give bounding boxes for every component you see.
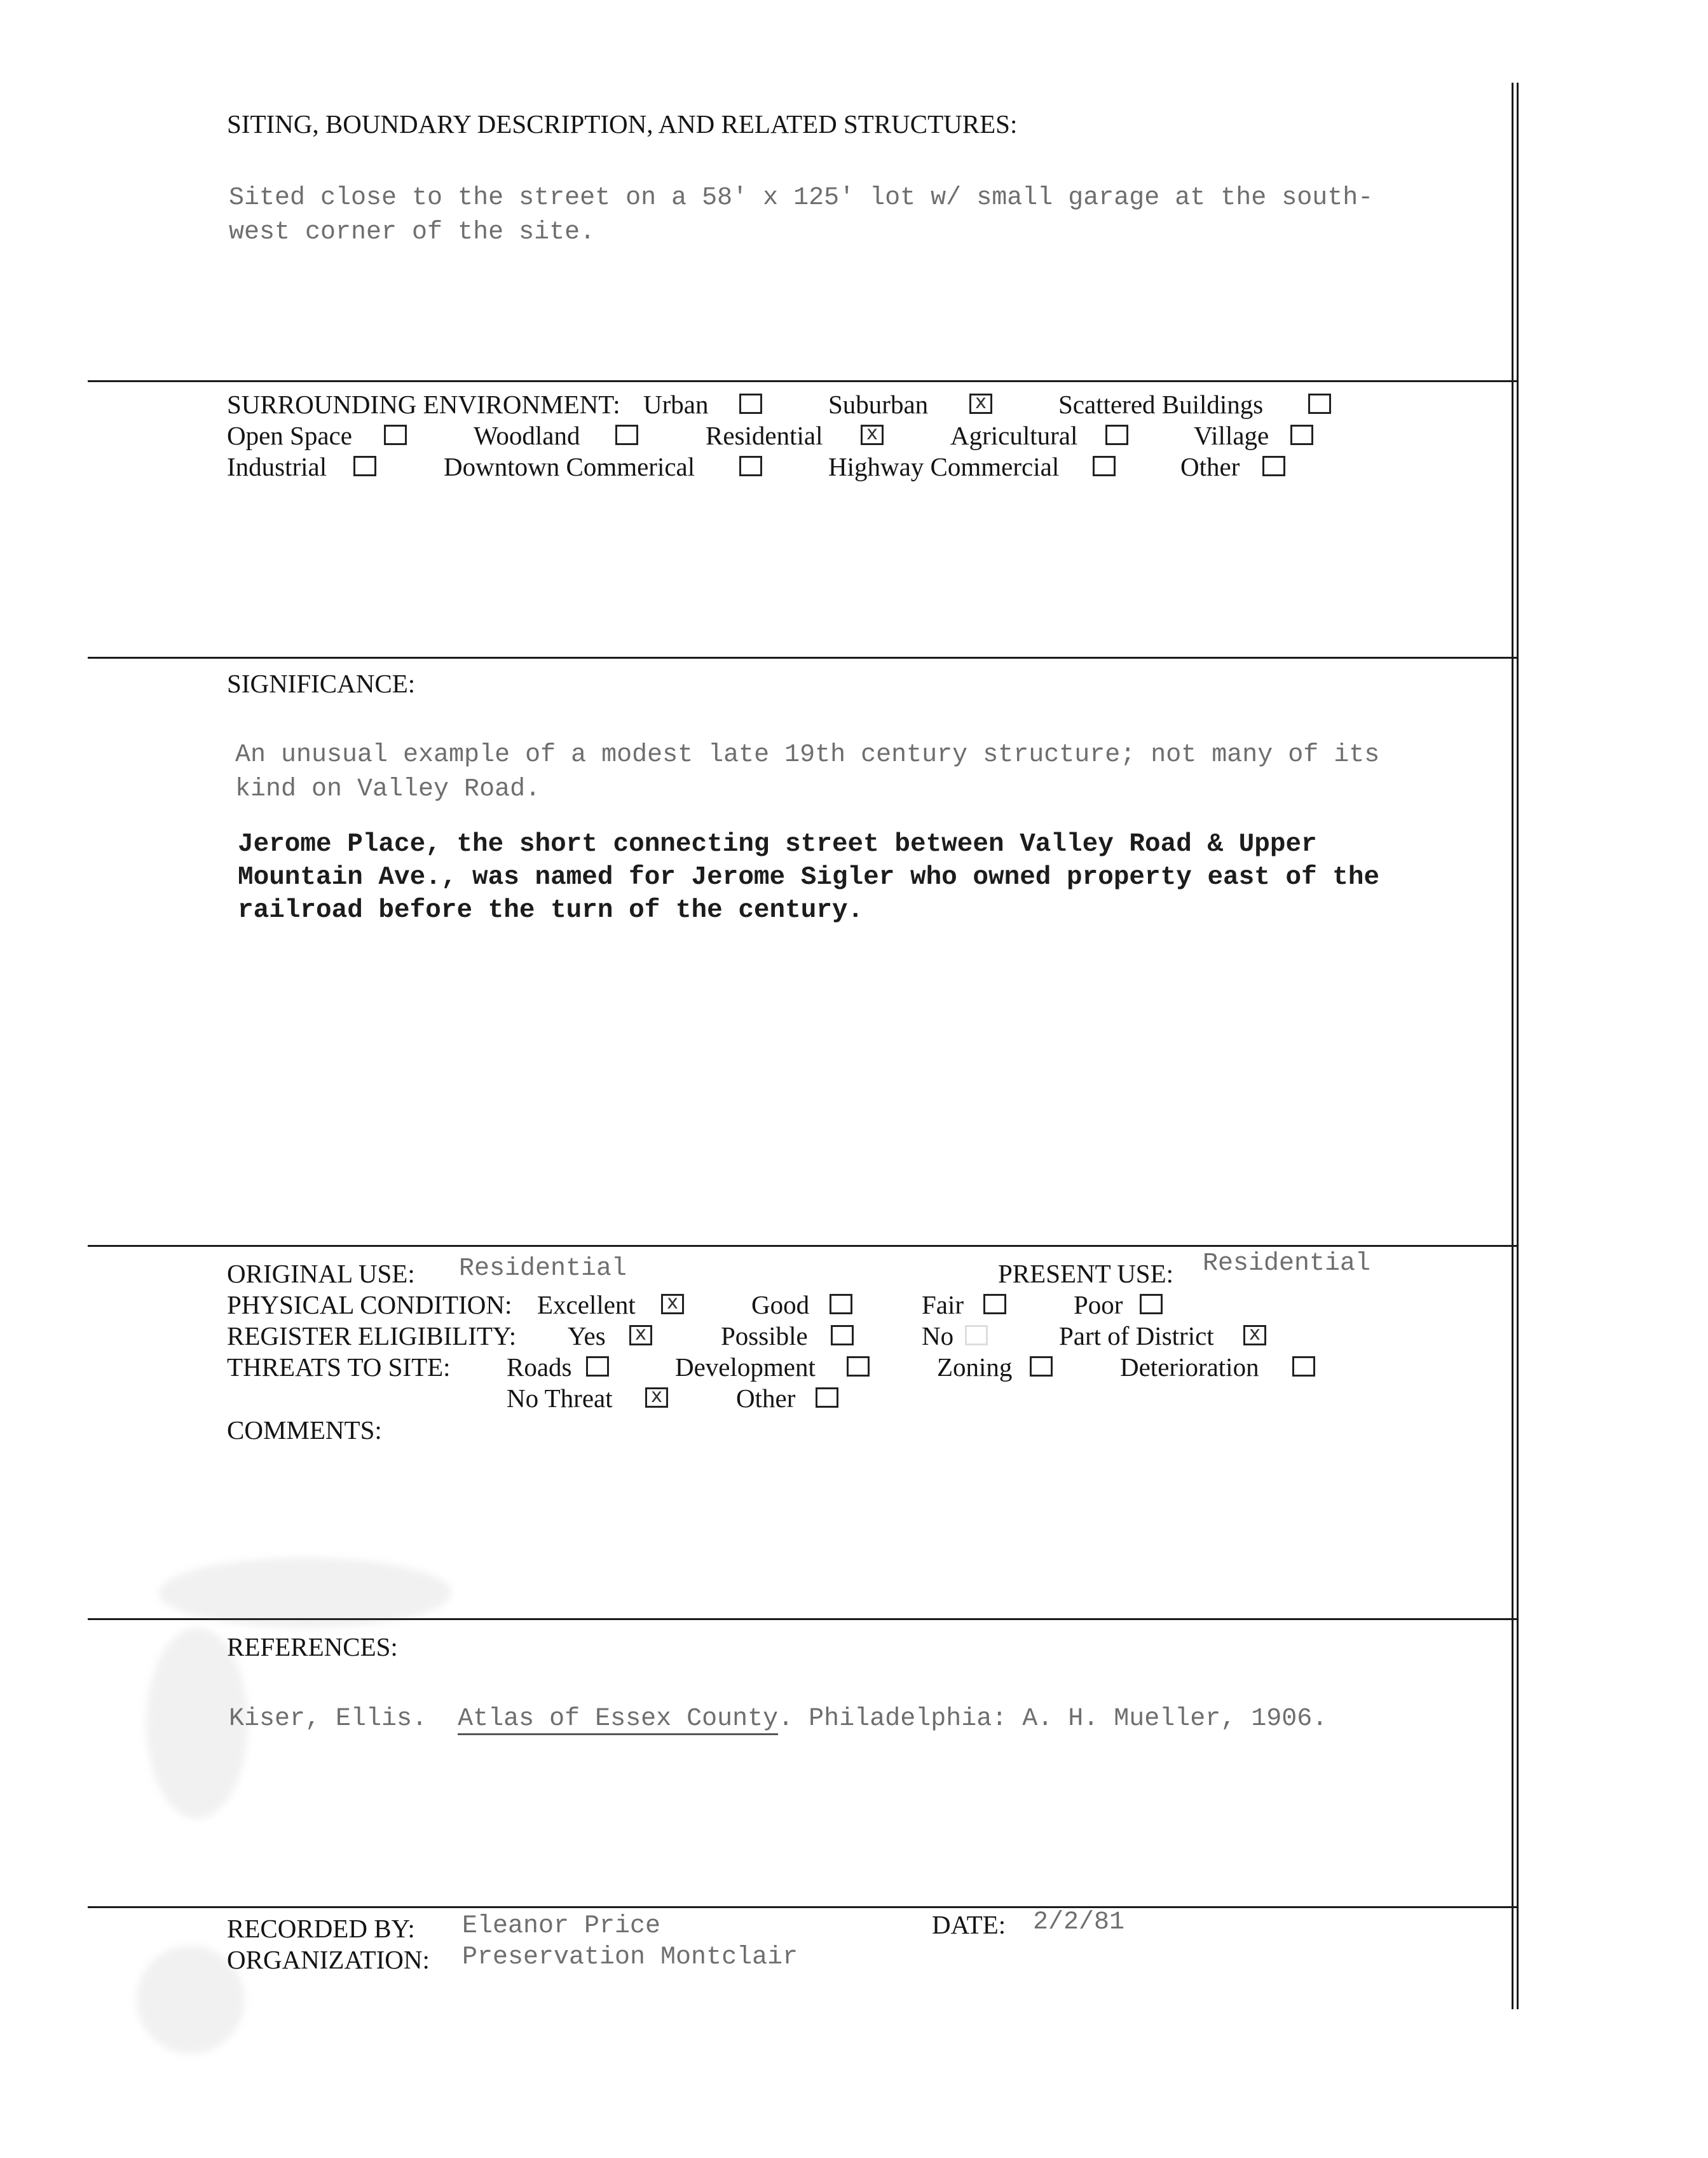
divider-recorded (88, 1906, 1517, 1908)
threats-label-no-threat: No Threat (507, 1384, 613, 1413)
right-border-line-inner (1517, 83, 1519, 2009)
condition-label-excellent: Excellent (537, 1290, 636, 1319)
env-label-downtown-commerical: Downtown Commerical (444, 452, 695, 481)
significance-heading: SIGNIFICANCE: (227, 669, 416, 698)
threats-label: THREATS TO SITE: (227, 1352, 451, 1382)
divider-significance (88, 657, 1517, 659)
env-label-residential: Residential (706, 421, 823, 450)
reference-entry (229, 1703, 1327, 1736)
reference-title: Atlas of Essex County (458, 1705, 778, 1735)
significance-para1-line2: kind on Valley Road. (235, 775, 541, 804)
env-label-agricultural: Agricultural (950, 421, 1078, 450)
comments-label: COMMENTS: (227, 1415, 382, 1445)
significance-para1-line1: An unusual example of a modest late 19th century structure; not many of its (235, 741, 1380, 769)
env-label-woodland: Woodland (474, 421, 580, 450)
threats-label-other: Other (736, 1384, 796, 1413)
recorded-by-value: Eleanor Price (462, 1912, 661, 1941)
date-label: DATE: (932, 1910, 1006, 1939)
significance-para2-line1: Jerome Place, the short connecting street between Valley Road & Upper (238, 830, 1317, 859)
divider-use (88, 1245, 1517, 1247)
env-label-suburban: Suburban (828, 390, 929, 419)
threats-label-roads: Roads (507, 1352, 572, 1382)
scan-smudge (159, 1558, 451, 1628)
condition-label: PHYSICAL CONDITION: (227, 1290, 512, 1319)
eligibility-label-part-of-district: Part of District (1059, 1321, 1214, 1350)
env-label-open-space: Open Space (227, 421, 352, 450)
eligibility-label-yes: Yes (568, 1321, 606, 1350)
threats-label-development: Development (675, 1352, 816, 1382)
present-use-value: Residential (1203, 1249, 1371, 1278)
eligibility-label-no: No (922, 1321, 954, 1350)
env-label-scattered-buildings: Scattered Buildings (1058, 390, 1264, 419)
env-label-other: Other (1180, 452, 1240, 481)
env-label-highway-commercial: Highway Commercial (828, 452, 1060, 481)
significance-para2-line3: railroad before the turn of the century. (238, 896, 864, 925)
environment-heading: SURROUNDING ENVIRONMENT: (227, 390, 620, 419)
reference-author: Kiser, Ellis. (229, 1705, 428, 1733)
reference-publisher: . Philadelphia: A. H. Mueller, 1906. (778, 1705, 1328, 1733)
condition-label-fair: Fair (922, 1290, 964, 1319)
right-border-line-outer (1512, 83, 1513, 2009)
divider-environment (88, 380, 1517, 382)
siting-heading: SITING, BOUNDARY DESCRIPTION, AND RELATED STRUCTURES: (227, 109, 1018, 139)
eligibility-label-possible: Possible (721, 1321, 808, 1350)
threats-label-zoning: Zoning (937, 1352, 1013, 1382)
siting-text-line1: Sited close to the street on a 58' x 125' lot w/ small garage at the south- (229, 184, 1374, 212)
date-value: 2/2/81 (1033, 1908, 1125, 1937)
organization-value: Preservation Montclair (462, 1943, 798, 1972)
condition-label-poor: Poor (1074, 1290, 1123, 1319)
siting-text-line2: west corner of the site. (229, 218, 596, 247)
present-use-label: PRESENT USE: (998, 1259, 1174, 1288)
organization-label: ORGANIZATION: (227, 1945, 430, 1974)
env-label-village: Village (1194, 421, 1269, 450)
env-label-urban: Urban (643, 390, 709, 419)
threats-label-deterioration: Deterioration (1120, 1352, 1259, 1382)
condition-label-good: Good (751, 1290, 810, 1319)
references-heading: REFERENCES: (227, 1632, 398, 1661)
env-label-industrial: Industrial (227, 452, 327, 481)
recorded-by-label: RECORDED BY: (227, 1914, 415, 1943)
eligibility-label: REGISTER ELIGIBILITY: (227, 1321, 517, 1350)
significance-para2-line2: Mountain Ave., was named for Jerome Sigler who owned property east of the (238, 863, 1380, 892)
original-use-label: ORIGINAL USE: (227, 1259, 415, 1288)
original-use-value: Residential (459, 1254, 627, 1283)
